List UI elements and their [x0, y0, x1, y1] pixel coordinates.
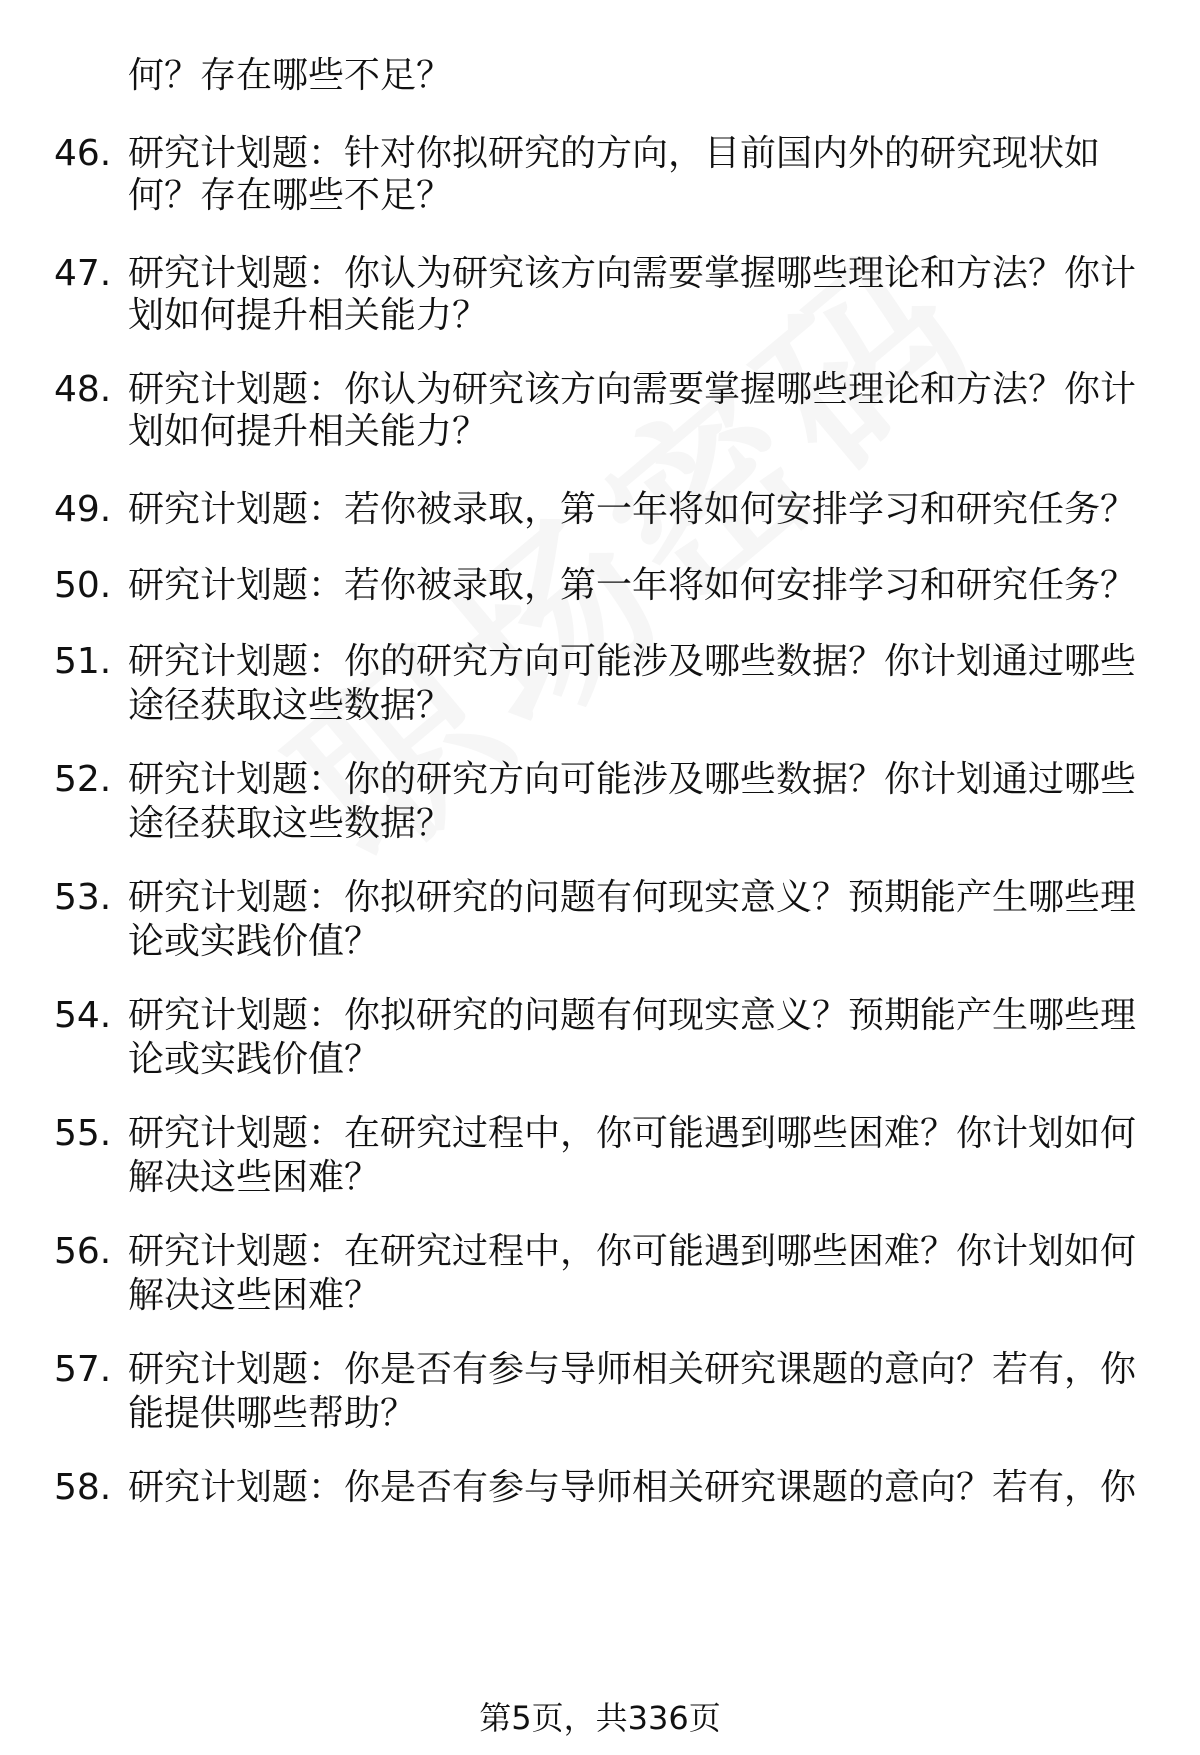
item-number: 56.: [54, 1231, 112, 1272]
item-number: 51.: [54, 641, 112, 682]
item-text-line2: 途径获取这些数据？: [128, 685, 453, 726]
item-text-line1: 研究计划题：针对你拟研究的方向，目前国内外的研究现状如: [128, 133, 1101, 174]
item-number: 53.: [54, 877, 112, 918]
item-text-line1: 研究计划题：你的研究方向可能涉及哪些数据？你计划通过哪些: [128, 759, 1137, 800]
item-number: 47.: [54, 253, 112, 294]
item-text-line2: 何？存在哪些不足？: [128, 175, 453, 216]
item-number: 49.: [54, 489, 112, 530]
item-text-line1: 研究计划题：你拟研究的问题有何现实意义？预期能产生哪些理: [128, 995, 1137, 1036]
item-number: 46.: [54, 133, 112, 174]
item-text-line2: 能提供哪些帮助？: [128, 1393, 417, 1434]
item-text-line1: 研究计划题：你是否有参与导师相关研究课题的意向？若有，你: [128, 1349, 1137, 1390]
item-text-line1: 研究计划题：你的研究方向可能涉及哪些数据？你计划通过哪些: [128, 641, 1137, 682]
item-number: 55.: [54, 1113, 112, 1154]
item-text-line2: 途径获取这些数据？: [128, 803, 453, 844]
item-text-line1: 研究计划题：你拟研究的问题有何现实意义？预期能产生哪些理: [128, 877, 1137, 918]
item-text-line2: 论或实践价值？: [128, 921, 381, 962]
item-text-line2: 划如何提升相关能力？: [128, 295, 489, 336]
item-text-line1: 研究计划题：你认为研究该方向需要掌握哪些理论和方法？你计: [128, 369, 1137, 410]
item-number: 48.: [54, 369, 112, 410]
item-number: 57.: [54, 1349, 112, 1390]
item-text-line2: 解决这些困难？: [128, 1275, 381, 1316]
item-text-line1: 研究计划题：你是否有参与导师相关研究课题的意向？若有，你: [128, 1467, 1137, 1508]
item-text-line2: 论或实践价值？: [128, 1039, 381, 1080]
page-footer: 第5页，共336页: [479, 1699, 721, 1737]
item-text-line1: 研究计划题：在研究过程中，你可能遇到哪些困难？你计划如何: [128, 1231, 1137, 1272]
item-text-line1: 研究计划题：你认为研究该方向需要掌握哪些理论和方法？你计: [128, 253, 1137, 294]
item-number: 50.: [54, 565, 112, 606]
continuation-text: 何？存在哪些不足？: [128, 55, 453, 96]
item-text-line2: 划如何提升相关能力？: [128, 411, 489, 452]
item-number: 52.: [54, 759, 112, 800]
item-text-line1: 研究计划题：若你被录取，第一年将如何安排学习和研究任务？: [128, 565, 1137, 606]
item-text-line2: 解决这些困难？: [128, 1157, 381, 1198]
item-text-line1: 研究计划题：若你被录取，第一年将如何安排学习和研究任务？: [128, 489, 1137, 530]
item-number: 54.: [54, 995, 112, 1036]
item-text-line1: 研究计划题：在研究过程中，你可能遇到哪些困难？你计划如何: [128, 1113, 1137, 1154]
item-number: 58.: [54, 1467, 112, 1508]
